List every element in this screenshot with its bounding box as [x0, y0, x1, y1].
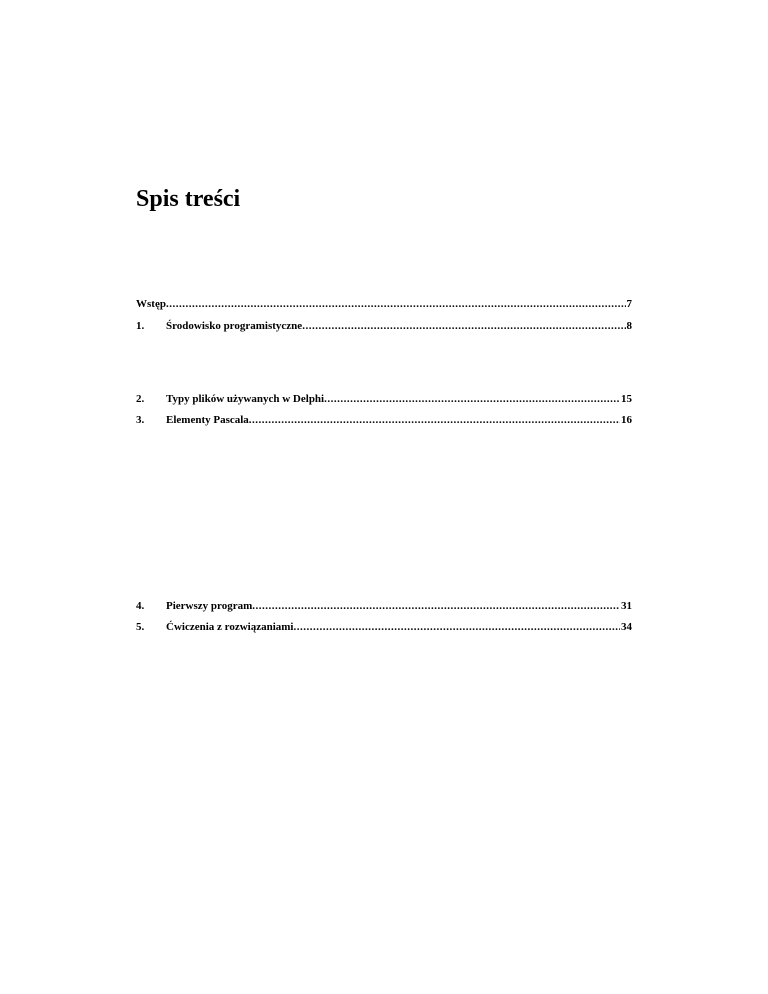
toc-entry-title: Wstęp [136, 298, 166, 310]
toc-dot-leader [252, 598, 620, 614]
toc-entry-chapter-4[interactable] [136, 598, 632, 614]
toc-entry-chapter-3[interactable] [136, 412, 632, 428]
toc-entry-chapter-5[interactable] [136, 619, 632, 635]
toc-entry-introduction[interactable] [136, 296, 632, 312]
toc-entry-chapter-1[interactable] [136, 318, 632, 334]
toc-chapter-number: 2. [136, 393, 145, 405]
toc-dot-leader [166, 296, 626, 312]
toc-page-number: 7 [626, 298, 632, 310]
toc-chapter-number: 4. [136, 600, 145, 612]
toc-dot-leader [302, 318, 625, 334]
toc-page-number: 34 [621, 621, 632, 633]
toc-chapter-number: 3. [136, 414, 145, 426]
toc-dot-leader [294, 619, 621, 635]
toc-chapter-number: 1. [136, 320, 145, 332]
toc-page-number: 16 [621, 414, 632, 426]
toc-entry-title: Środowisko programistyczne [166, 320, 303, 332]
toc-entry-title: Pierwszy program [166, 600, 253, 612]
page-title: Spis treści [136, 186, 241, 212]
toc-entry-title: Typy plików używanych w Delphi [166, 393, 325, 405]
toc-entry-title: Elementy Pascala [166, 414, 249, 426]
toc-entry-chapter-2[interactable] [136, 391, 632, 407]
toc-dot-leader [324, 391, 620, 407]
toc-page-number: 8 [626, 320, 632, 332]
toc-page-number: 15 [621, 393, 632, 405]
toc-page-number: 31 [621, 600, 632, 612]
toc-chapter-number: 5. [136, 621, 145, 633]
toc-dot-leader [249, 412, 620, 428]
toc-entry-title: Ćwiczenia z rozwiązaniami [166, 621, 294, 633]
